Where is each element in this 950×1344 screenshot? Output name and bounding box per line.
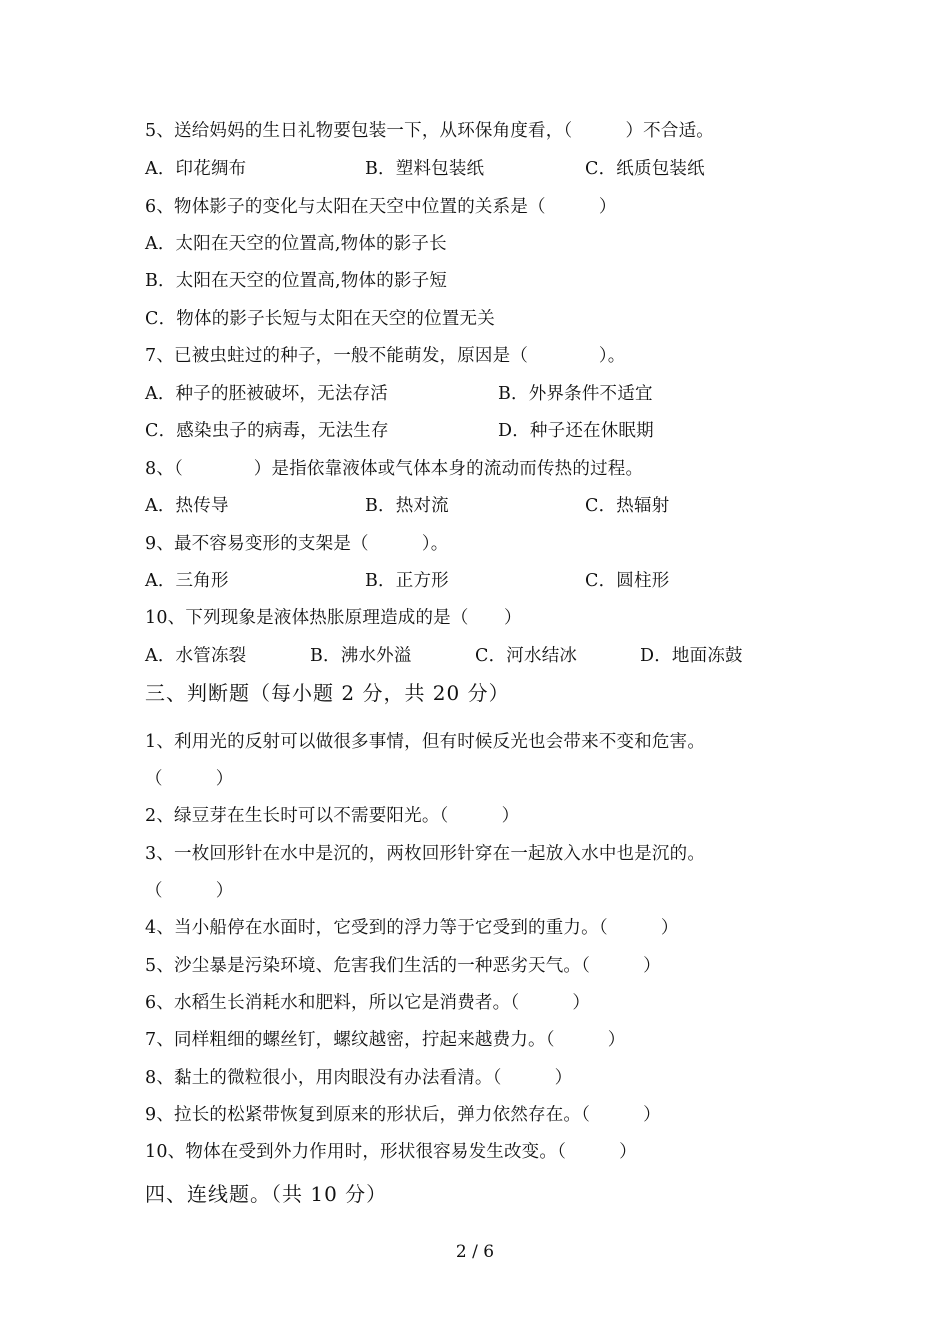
question-10-option-c: C．河水结冰 xyxy=(475,646,578,666)
judge-item-1: 1、利用光的反射可以做很多事情，但有时候反光也会带来不变和危害。 xyxy=(145,732,706,752)
judge-item-7: 7、同样粗细的螺丝钉，螺纹越密，拧起来越费力。（ ） xyxy=(145,1030,626,1050)
question-7-option-a: A．种子的胚被破坏，无法存活 xyxy=(145,384,388,404)
question-8-option-b: B．热对流 xyxy=(365,496,449,516)
question-7-options-row1 xyxy=(145,381,845,407)
question-7-option-d: D．种子还在休眠期 xyxy=(498,421,654,441)
section-4-title: 四、连线题。（共 10 分） xyxy=(145,1182,388,1206)
question-8-option-a: A．热传导 xyxy=(145,496,229,516)
question-7-option-b: B．外界条件不适宜 xyxy=(498,384,653,404)
question-10-option-a: A．水管冻裂 xyxy=(145,646,247,666)
question-6-option-b: B．太阳在天空的位置高,物体的影子短 xyxy=(145,271,448,291)
judge-item-1-answer-blank: （ ） xyxy=(145,769,234,789)
question-10-stem: 10、下列现象是液体热胀原理造成的是（ ） xyxy=(145,608,522,628)
question-6-option-c: C．物体的影子长短与太阳在天空的位置无关 xyxy=(145,309,495,329)
judge-item-8: 8、黏土的微粒很小，用肉眼没有办法看清。（ ） xyxy=(145,1068,573,1088)
page-number: 2 / 6 xyxy=(455,1242,495,1262)
question-8-options xyxy=(145,493,845,519)
question-6-option-a: A．太阳在天空的位置高,物体的影子长 xyxy=(145,234,447,254)
judge-item-10: 10、物体在受到外力作用时，形状很容易发生改变。（ ） xyxy=(145,1142,637,1162)
question-9-stem: 9、最不容易变形的支架是（ ）。 xyxy=(145,534,449,554)
question-8-option-c: C．热辐射 xyxy=(585,496,670,516)
judge-item-3-answer-blank: （ ） xyxy=(145,881,234,901)
judge-item-9: 9、拉长的松紧带恢复到原来的形状后，弹力依然存在。（ ） xyxy=(145,1105,661,1125)
question-10-option-d: D．地面冻鼓 xyxy=(640,646,743,666)
question-9-option-a: A．三角形 xyxy=(145,571,229,591)
question-7-option-c: C．感染虫子的病毒，无法生存 xyxy=(145,421,389,441)
question-7-stem: 7、已被虫蛀过的种子，一般不能萌发，原因是（ ）。 xyxy=(145,346,626,366)
judge-item-6: 6、水稻生长消耗水和肥料，所以它是消费者。（ ） xyxy=(145,993,591,1013)
question-9-option-b: B．正方形 xyxy=(365,571,449,591)
question-9-options xyxy=(145,568,845,594)
question-9-option-c: C．圆柱形 xyxy=(585,571,670,591)
question-10-option-b: B．沸水外溢 xyxy=(310,646,412,666)
question-5-option-a: A．印花绸布 xyxy=(145,159,247,179)
question-6-stem: 6、物体影子的变化与太阳在天空中位置的关系是（ ） xyxy=(145,197,617,217)
judge-item-2: 2、绿豆芽在生长时可以不需要阳光。（ ） xyxy=(145,806,520,826)
question-8-stem: 8、（ ）是指依靠液体或气体本身的流动而传热的过程。 xyxy=(145,459,644,479)
question-5-option-c: C．纸质包装纸 xyxy=(585,159,705,179)
judge-item-3: 3、一枚回形针在水中是沉的，两枚回形针穿在一起放入水中也是沉的。 xyxy=(145,844,706,864)
question-10-options xyxy=(145,643,845,669)
question-7-options-row2 xyxy=(145,418,845,444)
section-3-title: 三、判断题（每小题 2 分，共 20 分） xyxy=(145,681,510,705)
judge-item-4: 4、当小船停在水面时，它受到的浮力等于它受到的重力。（ ） xyxy=(145,918,679,938)
question-5-option-b: B．塑料包装纸 xyxy=(365,159,485,179)
question-5-options xyxy=(145,156,845,182)
question-5-stem: 5、送给妈妈的生日礼物要包装一下，从环保角度看，（ ）不合适。 xyxy=(145,121,714,141)
judge-item-5: 5、沙尘暴是污染环境、危害我们生活的一种恶劣天气。（ ） xyxy=(145,956,661,976)
